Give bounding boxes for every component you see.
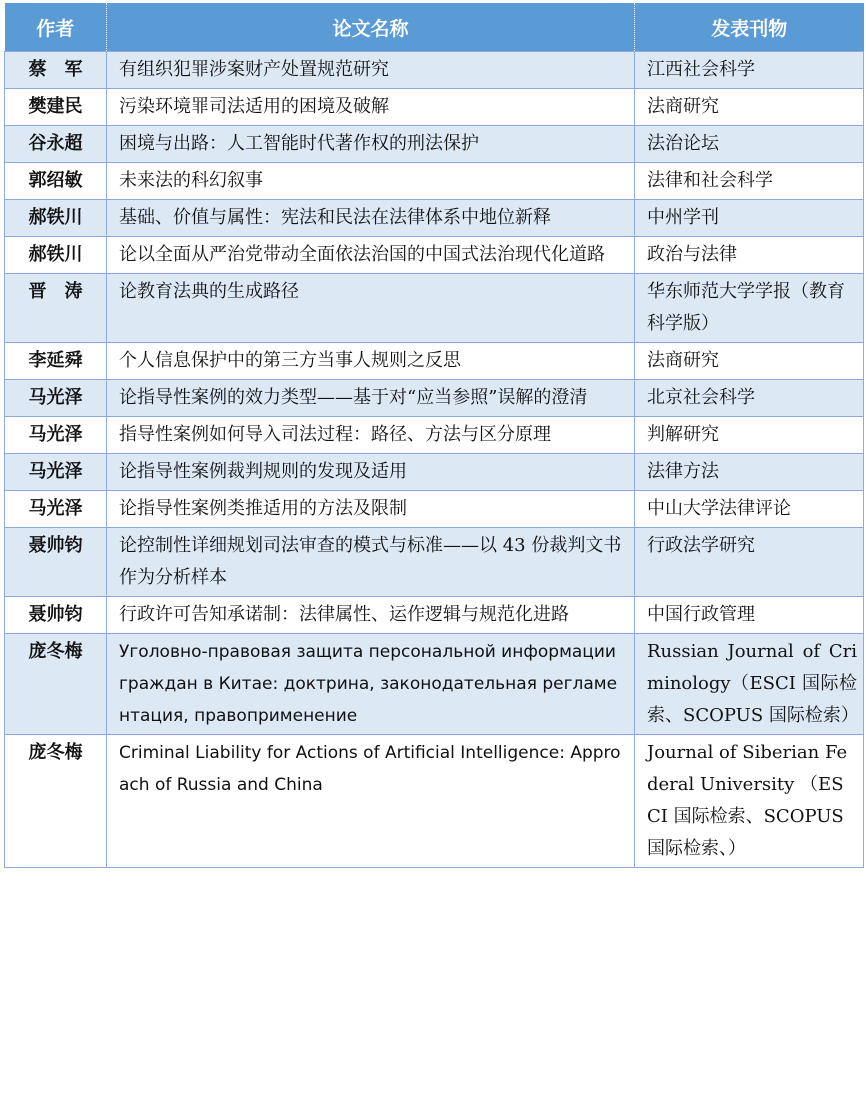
author-cell: 庞冬梅 bbox=[5, 735, 107, 868]
author-cell: 郝铁川 bbox=[5, 237, 107, 274]
journal-cell: 中国行政管理 bbox=[635, 597, 864, 634]
title-cell: 未来法的科幻叙事 bbox=[107, 163, 635, 200]
title-cell: 论教育法典的生成路径 bbox=[107, 274, 635, 343]
title-cell: 行政许可告知承诺制：法律属性、运作逻辑与规范化进路 bbox=[107, 597, 635, 634]
title-cell: 论指导性案例类推适用的方法及限制 bbox=[107, 491, 635, 528]
title-cell: 基础、价值与属性：宪法和民法在法律体系中地位新释 bbox=[107, 200, 635, 237]
journal-cell: 法律方法 bbox=[635, 454, 864, 491]
table-header-row bbox=[5, 3, 864, 52]
publications-table bbox=[4, 3, 864, 868]
journal-cell: 中州学刊 bbox=[635, 200, 864, 237]
author-cell: 聂帅钧 bbox=[5, 597, 107, 634]
author-cell: 马光泽 bbox=[5, 417, 107, 454]
author-cell: 马光泽 bbox=[5, 491, 107, 528]
title-cell: 污染环境罪司法适用的困境及破解 bbox=[107, 89, 635, 126]
author-cell: 郭绍敏 bbox=[5, 163, 107, 200]
journal-cell: 江西社会科学 bbox=[635, 52, 864, 89]
title-cell: Уголовно-правовая защита персональной информации граждан в Китае: доктрина, законодательная регламентация, правоприменение bbox=[107, 634, 635, 735]
title-cell: 论指导性案例裁判规则的发现及适用 bbox=[107, 454, 635, 491]
author-cell: 庞冬梅 bbox=[5, 634, 107, 735]
journal-cell: 政治与法律 bbox=[635, 237, 864, 274]
header-author: 作者 bbox=[5, 3, 107, 52]
journal-cell: 北京社会科学 bbox=[635, 380, 864, 417]
table-row bbox=[5, 454, 864, 491]
table-row bbox=[5, 126, 864, 163]
table-row bbox=[5, 597, 864, 634]
author-cell: 马光泽 bbox=[5, 380, 107, 417]
table-row bbox=[5, 528, 864, 597]
title-cell: 指导性案例如何导入司法过程：路径、方法与区分原理 bbox=[107, 417, 635, 454]
journal-cell: 法治论坛 bbox=[635, 126, 864, 163]
author-cell: 谷永超 bbox=[5, 126, 107, 163]
journal-cell: 行政法学研究 bbox=[635, 528, 864, 597]
title-cell: Criminal Liability for Actions of Artificial Intelligence: Approach of Russia and China bbox=[107, 735, 635, 868]
table-row bbox=[5, 634, 864, 735]
author-cell: 晋 涛 bbox=[5, 274, 107, 343]
author-cell: 马光泽 bbox=[5, 454, 107, 491]
table-row bbox=[5, 89, 864, 126]
journal-cell: 法商研究 bbox=[635, 343, 864, 380]
journal-cell: Journal of Siberian Federal University （ESCI 国际检索、SCOPUS 国际检索、） bbox=[635, 735, 864, 868]
table-row bbox=[5, 163, 864, 200]
table-row bbox=[5, 380, 864, 417]
journal-cell: 法律和社会科学 bbox=[635, 163, 864, 200]
journal-cell: 华东师范大学学报（教育科学版） bbox=[635, 274, 864, 343]
title-cell: 有组织犯罪涉案财产处置规范研究 bbox=[107, 52, 635, 89]
journal-cell: Russian Journal of Criminology（ESCI 国际检索、SCOPUS 国际检索） bbox=[635, 634, 864, 735]
title-cell: 论控制性详细规划司法审查的模式与标准——以 43 份裁判文书作为分析样本 bbox=[107, 528, 635, 597]
table-row bbox=[5, 417, 864, 454]
author-cell: 郝铁川 bbox=[5, 200, 107, 237]
journal-cell: 判解研究 bbox=[635, 417, 864, 454]
author-cell: 樊建民 bbox=[5, 89, 107, 126]
author-cell: 聂帅钧 bbox=[5, 528, 107, 597]
title-cell: 个人信息保护中的第三方当事人规则之反思 bbox=[107, 343, 635, 380]
author-cell: 蔡 军 bbox=[5, 52, 107, 89]
table-row bbox=[5, 491, 864, 528]
header-title: 论文名称 bbox=[107, 3, 635, 52]
journal-cell: 中山大学法律评论 bbox=[635, 491, 864, 528]
title-cell: 论以全面从严治党带动全面依法治国的中国式法治现代化道路 bbox=[107, 237, 635, 274]
table-row bbox=[5, 52, 864, 89]
table-row bbox=[5, 735, 864, 868]
table-row bbox=[5, 274, 864, 343]
table-row bbox=[5, 343, 864, 380]
header-journal: 发表刊物 bbox=[635, 3, 864, 52]
title-cell: 困境与出路：人工智能时代著作权的刑法保护 bbox=[107, 126, 635, 163]
table-row bbox=[5, 237, 864, 274]
title-cell: 论指导性案例的效力类型——基于对“应当参照”误解的澄清 bbox=[107, 380, 635, 417]
journal-cell: 法商研究 bbox=[635, 89, 864, 126]
table-row bbox=[5, 200, 864, 237]
author-cell: 李延舜 bbox=[5, 343, 107, 380]
